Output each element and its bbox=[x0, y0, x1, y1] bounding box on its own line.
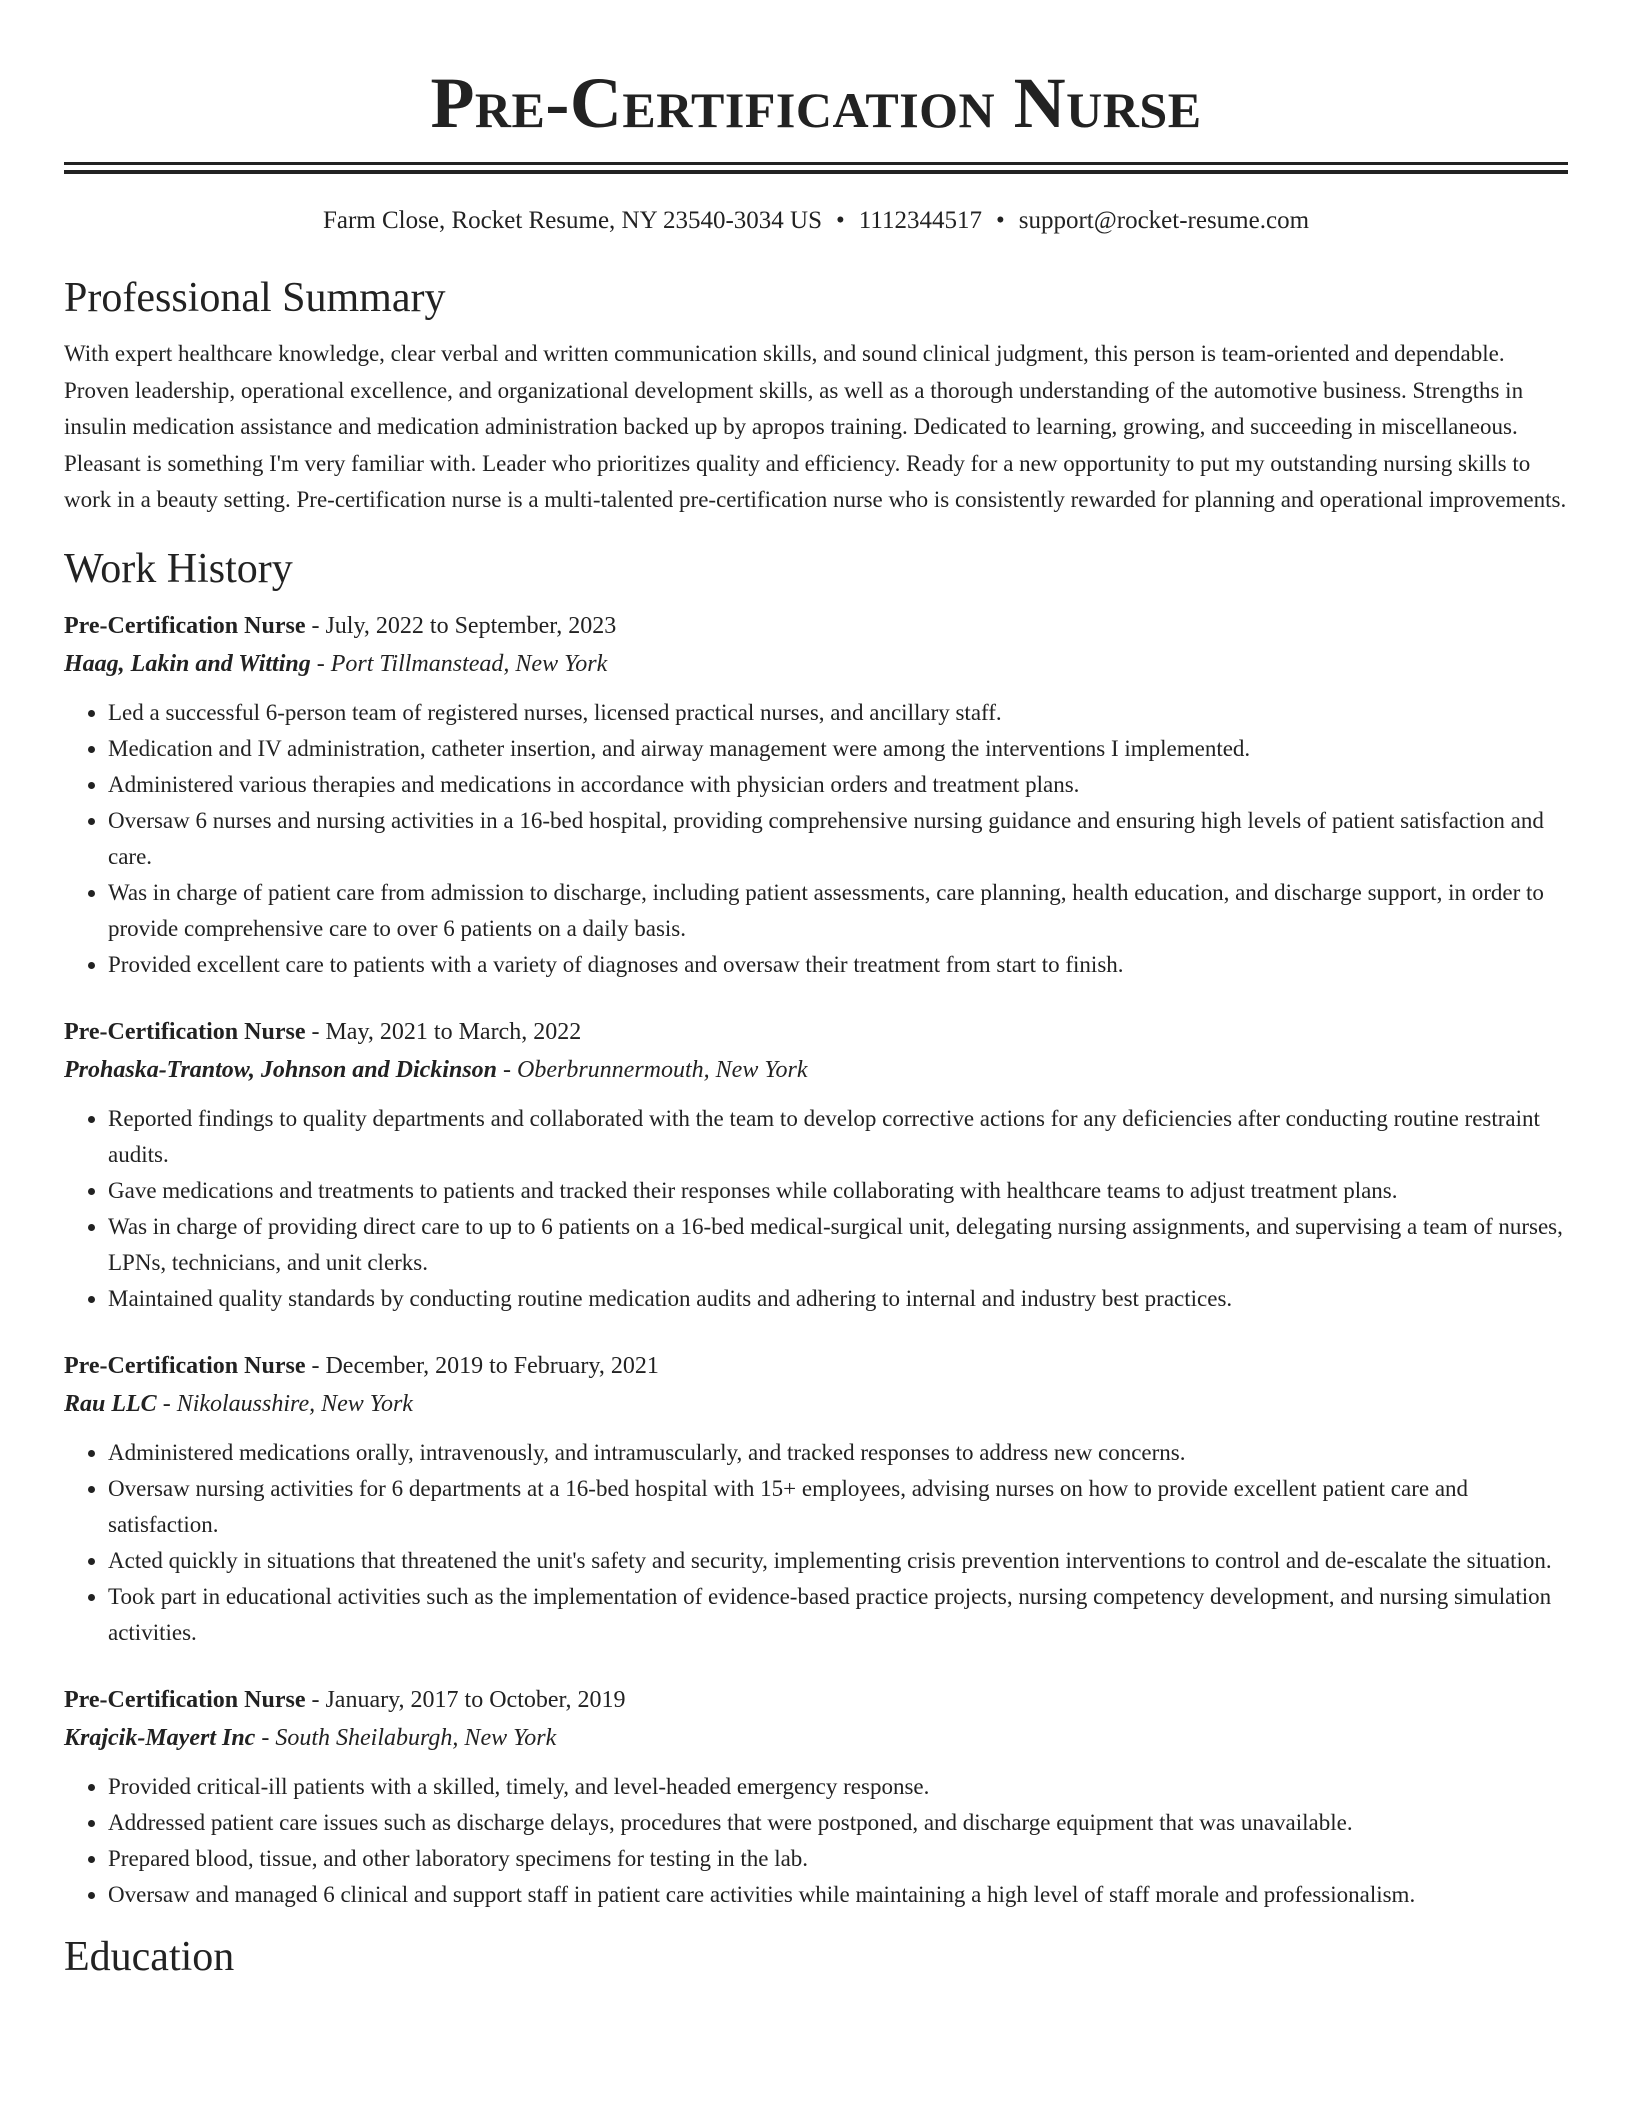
job-dash: - bbox=[156, 1390, 177, 1417]
job-duty-item: • Oversaw and managed 6 clinical and support staff in patient care activities while maintaining a high level of staff morale and professionalism. bbox=[108, 1877, 1568, 1913]
job-duties-list bbox=[64, 1435, 1568, 1651]
job-employer: Prohaska-Trantow, Johnson and Dickinson bbox=[64, 1056, 498, 1083]
job-duty-item: • Addressed patient care issues such as discharge delays, procedures that were postponed, and discharge equipment that was unavailable. bbox=[108, 1805, 1568, 1841]
job-duty-item: • Provided excellent care to patients with a variety of diagnoses and oversaw their treatment from start to finish. bbox=[108, 947, 1568, 983]
section-heading-summary: Professional Summary bbox=[64, 275, 446, 321]
job-entry bbox=[64, 1013, 1568, 1317]
job-dash: - bbox=[305, 1018, 326, 1045]
contact-separator: • bbox=[995, 207, 1005, 234]
job-title: Pre-Certification Nurse bbox=[64, 1018, 306, 1045]
job-dash: - bbox=[305, 612, 326, 639]
job-duties-list bbox=[64, 695, 1568, 983]
job-duty-item: • Administered various therapies and medications in accordance with physician orders and treatment plans. bbox=[108, 767, 1568, 803]
job-location: Nikolausshire, New York bbox=[176, 1390, 413, 1417]
job-entry bbox=[64, 1347, 1568, 1651]
job-duty-item: • Was in charge of providing direct care to up to 6 patients on a 16-bed medical-surgical unit, delegating nursing assignments, and supervising a team of nurses, LPNs, technicians, and unit clerks. bbox=[108, 1209, 1568, 1281]
job-duty-item: • Provided critical-ill patients with a skilled, timely, and level-headed emergency response. bbox=[108, 1769, 1568, 1805]
job-title: Pre-Certification Nurse bbox=[64, 1686, 306, 1713]
job-employer: Rau LLC bbox=[64, 1390, 157, 1417]
contact-phone: 1112344517 bbox=[858, 207, 982, 234]
job-title-line bbox=[64, 607, 1568, 645]
job-duty-item: • Reported findings to quality departments and collaborated with the team to develop corrective actions for any deficiencies after conducting routine restraint audits. bbox=[108, 1101, 1568, 1173]
contact-address: Farm Close, Rocket Resume, NY 23540-3034 US bbox=[322, 207, 823, 234]
job-duty-item: • Was in charge of patient care from admission to discharge, including patient assessments, care planning, health education, and discharge support, in order to provide comprehensive care to over 6 patients on a daily basis. bbox=[108, 875, 1568, 947]
contact-email: support@rocket-resume.com bbox=[1018, 207, 1310, 234]
job-title: Pre-Certification Nurse bbox=[64, 612, 306, 639]
job-employer: Haag, Lakin and Witting bbox=[64, 650, 311, 677]
job-dash: - bbox=[305, 1352, 326, 1379]
resume-page bbox=[64, 0, 1568, 1983]
job-employer: Krajcik-Mayert Inc bbox=[64, 1724, 256, 1751]
contact-separator: • bbox=[836, 207, 845, 234]
job-location: Oberbrunnermouth, New York bbox=[517, 1056, 808, 1083]
job-location: Port Tillmanstead, New York bbox=[330, 650, 608, 677]
job-dash: - bbox=[497, 1056, 518, 1083]
job-dash: - bbox=[310, 650, 331, 677]
job-duties-list bbox=[64, 1101, 1568, 1317]
summary-text: With expert healthcare knowledge, clear verbal and written communication skills, and sound clinical judgment, this person is team-oriented and dependable. Proven leadership, operational excellence, and organizational development skills, as well as a thorough understanding of the automotive business. Strengths in insulin medication assistance and medication administration backed up by apropos training. Dedicated to learning, growing, and succeeding in miscellaneous. Pleasant is something I'm very familiar with. Leader who prioritizes quality and efficiency. Ready for a new opportunity to put my outstanding nursing skills to work in a beauty setting. Pre-certification nurse is a multi-talented pre-certification nurse who is consistently rewarded for planning and operational improvements. bbox=[64, 341, 1567, 512]
job-duty-item: • Maintained quality standards by conducting routine medication audits and adhering to internal and industry best practices. bbox=[108, 1281, 1568, 1317]
job-duty-item: • Led a successful 6-person team of registered nurses, licensed practical nurses, and ancillary staff. bbox=[108, 695, 1568, 731]
job-employer-line bbox=[64, 645, 1568, 683]
job-dates: December, 2019 to February, 2021 bbox=[325, 1352, 659, 1379]
job-entry bbox=[64, 607, 1568, 983]
job-entry bbox=[64, 1681, 1568, 1913]
job-title-line bbox=[64, 1681, 1568, 1719]
job-duty-item: • Medication and IV administration, catheter insertion, and airway management were among the interventions I implemented. bbox=[108, 731, 1568, 767]
resume-title: Pre-Certification Nurse bbox=[430, 63, 1202, 143]
job-dash: - bbox=[255, 1724, 276, 1751]
job-duties-list bbox=[64, 1769, 1568, 1913]
contact-line bbox=[64, 204, 1568, 238]
title-double-rule bbox=[64, 162, 1568, 174]
job-duty-item: • Took part in educational activities such as the implementation of evidence-based practice projects, nursing competency development, and nursing simulation activities. bbox=[108, 1579, 1568, 1651]
job-duty-item: • Gave medications and treatments to patients and tracked their responses while collaborating with healthcare teams to adjust treatment plans. bbox=[108, 1173, 1568, 1209]
work-history-list bbox=[64, 607, 1568, 1913]
job-duty-item: • Oversaw 6 nurses and nursing activities in a 16-bed hospital, providing comprehensive nursing guidance and ensuring high levels of patient satisfaction and care. bbox=[108, 803, 1568, 875]
job-title: Pre-Certification Nurse bbox=[64, 1352, 306, 1379]
job-employer-line bbox=[64, 1051, 1568, 1089]
job-title-line bbox=[64, 1013, 1568, 1051]
job-employer-line bbox=[64, 1385, 1568, 1423]
job-dates: January, 2017 to October, 2019 bbox=[325, 1686, 626, 1713]
job-employer-line bbox=[64, 1719, 1568, 1757]
job-dates: July, 2022 to September, 2023 bbox=[325, 612, 617, 639]
job-title-line bbox=[64, 1347, 1568, 1385]
job-duty-item: • Administered medications orally, intravenously, and intramuscularly, and tracked responses to address new concerns. bbox=[108, 1435, 1568, 1471]
job-dates: May, 2021 to March, 2022 bbox=[325, 1018, 582, 1045]
job-duty-item: • Prepared blood, tissue, and other laboratory specimens for testing in the lab. bbox=[108, 1841, 1568, 1877]
job-duty-item: • Acted quickly in situations that threatened the unit's safety and security, implementing crisis prevention interventions to control and de-escalate the situation. bbox=[108, 1543, 1568, 1579]
section-heading-work-history: Work History bbox=[64, 545, 293, 592]
job-location: South Sheilaburgh, New York bbox=[275, 1724, 557, 1751]
section-heading-education: Education bbox=[64, 1933, 235, 1980]
job-dash: - bbox=[305, 1686, 326, 1713]
job-duty-item: • Oversaw nursing activities for 6 departments at a 16-bed hospital with 15+ employees, advising nurses on how to provide excellent patient care and satisfaction. bbox=[108, 1471, 1568, 1543]
